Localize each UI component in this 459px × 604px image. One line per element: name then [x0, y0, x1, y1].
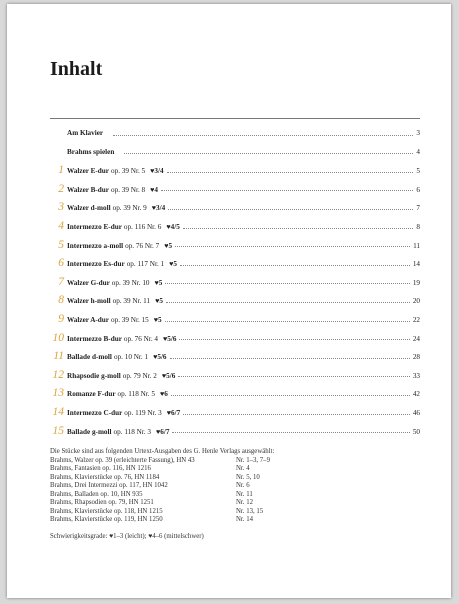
edition-numbers: Nr. 4	[236, 465, 250, 472]
edition-source: Brahms, Walzer op. 39 (erleichterte Fassung), HN 43	[50, 456, 195, 464]
toc-entry[interactable]	[50, 182, 420, 196]
toc-entry[interactable]	[50, 126, 420, 140]
toc-entry[interactable]	[50, 312, 420, 326]
toc-number: 12	[52, 368, 64, 381]
toc-opus: op. 39 Nr. 11	[112, 297, 151, 306]
toc-leader	[167, 172, 414, 173]
toc-page: 24	[412, 334, 420, 343]
edition-row	[50, 499, 420, 508]
toc-opus: op. 116 Nr. 6	[123, 223, 162, 231]
toc-entry[interactable]	[50, 424, 420, 438]
toc-number: 4	[58, 220, 64, 232]
edition-row	[50, 457, 420, 466]
toc-page: 6	[416, 185, 420, 194]
edition-intro: Die Stücke sind aus folgenden Urtext-Ausgaben des G. Henle Verlags ausgewählt:	[50, 448, 275, 455]
toc-leader	[165, 283, 409, 284]
toc-number: 5	[58, 238, 64, 251]
toc-title: Intermezzo B-dur	[67, 334, 122, 343]
toc-number: 2	[58, 182, 64, 195]
toc-page: 7	[416, 204, 420, 213]
toc-difficulty: ♥5/6	[153, 353, 167, 362]
toc-opus: op. 117 Nr. 1	[126, 260, 165, 269]
toc-number: 7	[58, 275, 64, 288]
toc-title: Walzer d-moll	[67, 204, 111, 213]
edition-numbers: Nr. 5, 10	[236, 473, 260, 481]
edition-numbers: Nr. 1–3, 7–9	[236, 456, 270, 464]
edition-row	[50, 516, 420, 525]
toc-difficulty: ♥4	[150, 185, 159, 194]
toc-page: 19	[412, 278, 420, 287]
toc-opus: op. 79 Nr. 2	[122, 371, 157, 380]
edition-source: Brahms, Klavierstücke op. 76, HN 1184	[50, 473, 160, 481]
toc-leader	[166, 302, 410, 303]
toc-page: 14	[412, 260, 420, 269]
toc-leader	[175, 246, 410, 247]
toc-number: 1	[58, 164, 64, 177]
toc-difficulty: ♥6/7	[166, 409, 181, 417]
toc-entry[interactable]	[50, 163, 420, 177]
toc-entry[interactable]	[50, 200, 420, 214]
edition-source: Brahms, Fantasien op. 116, HN 1216	[50, 465, 151, 472]
toc-number: 15	[52, 424, 64, 437]
toc-page: 3	[416, 129, 420, 137]
toc-difficulty: ♥6/7	[156, 427, 170, 436]
toc-title: Am Klavier	[67, 129, 104, 137]
toc-page: 20	[412, 297, 420, 306]
toc-title: Ballade g-moll	[67, 427, 112, 436]
edition-row	[50, 474, 420, 483]
toc-opus: op. 39 Nr. 8	[111, 185, 146, 194]
document-page	[7, 4, 451, 598]
toc-entry[interactable]	[50, 256, 420, 270]
toc-number: 14	[52, 406, 64, 418]
toc-entry[interactable]	[50, 145, 420, 159]
edition-row	[50, 508, 420, 517]
toc-leader	[183, 414, 410, 415]
toc-title: Walzer h-moll	[67, 297, 111, 306]
toc-opus: op. 76 Nr. 4	[123, 334, 159, 343]
toc-entry[interactable]	[50, 219, 420, 233]
toc-difficulty: ♥3/4	[150, 167, 164, 176]
toc-difficulty: ♥6	[159, 390, 168, 399]
toc-page: 22	[412, 316, 420, 324]
title-rule	[50, 118, 420, 119]
toc-page: 28	[412, 353, 420, 362]
toc-leader	[183, 228, 414, 229]
toc-leader	[179, 339, 409, 340]
toc-title: Walzer E-dur	[67, 167, 109, 176]
toc-leader	[165, 321, 410, 322]
page-title: Inhalt	[50, 58, 103, 80]
edition-numbers: Nr. 12	[236, 499, 253, 506]
toc-entry[interactable]	[50, 293, 420, 307]
toc-leader	[172, 432, 409, 433]
toc-leader	[168, 209, 413, 210]
toc-page: 33	[412, 371, 420, 380]
toc-entry[interactable]	[50, 405, 420, 419]
toc-entry[interactable]	[50, 331, 420, 345]
toc-title: Intermezzo E-dur	[67, 223, 122, 231]
toc-leader	[113, 135, 413, 136]
toc-difficulty: ♥5/6	[161, 371, 176, 380]
toc-entry[interactable]	[50, 275, 420, 289]
toc-page: 50	[412, 427, 420, 436]
toc-title: Walzer G-dur	[67, 278, 110, 287]
toc-leader	[170, 358, 410, 359]
edition-row	[50, 465, 420, 474]
toc-number: 13	[52, 387, 64, 400]
toc-number: 11	[53, 350, 64, 363]
toc-opus: op. 119 Nr. 3	[124, 409, 162, 417]
toc-opus: op. 76 Nr. 7	[125, 241, 160, 250]
edition-notes	[50, 448, 420, 541]
edition-row	[50, 482, 420, 491]
difficulty-legend: Schwierigkeitsgrade: ♥1–3 (leicht); ♥4–6 (mittelschwer)	[50, 532, 204, 540]
toc-difficulty: ♥4/5	[166, 223, 180, 231]
toc-leader	[178, 376, 410, 377]
toc-title: Intermezzo C-dur	[67, 409, 123, 417]
toc-title: Ballade d-moll	[67, 353, 112, 362]
toc-difficulty: ♥5	[169, 260, 178, 269]
toc-difficulty: ♥5/6	[163, 334, 177, 343]
edition-source: Brahms, Klavierstücke op. 118, HN 1215	[50, 507, 163, 515]
toc-page: 46	[412, 409, 420, 417]
toc-entry[interactable]	[50, 368, 420, 382]
toc-number: 3	[58, 201, 64, 214]
toc-opus: op. 118 Nr. 3	[113, 427, 151, 436]
toc-opus: op. 39 Nr. 5	[111, 167, 146, 176]
toc-title: Intermezzo Es-dur	[67, 260, 125, 269]
toc-difficulty: ♥3/4	[151, 204, 166, 213]
toc-title: Romanze F-dur	[67, 390, 116, 399]
toc-leader	[161, 190, 413, 191]
toc-title: Rhapsodie g-moll	[67, 371, 121, 380]
toc-entry[interactable]	[50, 238, 420, 252]
edition-source: Brahms, Rhapsodien op. 79, HN 1251	[50, 499, 154, 506]
edition-numbers: Nr. 13, 15	[236, 507, 264, 515]
toc-title: Walzer A-dur	[67, 316, 109, 324]
toc-page: 4	[416, 147, 420, 156]
edition-source: Brahms, Klavierstücke op. 119, HN 1250	[50, 516, 163, 523]
toc-leader	[180, 265, 410, 266]
toc-opus: op. 39 Nr. 10	[111, 278, 150, 287]
edition-row	[50, 491, 420, 500]
toc-number: 10	[52, 331, 64, 344]
toc-difficulty: ♥5	[153, 316, 162, 324]
toc-difficulty: ♥5	[155, 297, 163, 306]
toc-page: 8	[416, 223, 420, 231]
toc-difficulty: ♥5	[164, 241, 173, 250]
toc-title: Walzer B-dur	[67, 185, 109, 194]
toc-title: Brahms spielen	[67, 147, 115, 156]
toc-leader	[171, 395, 410, 396]
toc-opus: op. 39 Nr. 9	[112, 204, 147, 213]
toc-page: 42	[412, 390, 420, 399]
toc-number: 9	[58, 313, 64, 325]
edition-source: Brahms, Balladen op. 10, HN 935	[50, 490, 143, 498]
toc-opus: op. 10 Nr. 1	[113, 353, 149, 362]
toc-page: 5	[416, 167, 420, 176]
toc-leader	[124, 153, 413, 154]
edition-numbers: Nr. 6	[236, 482, 250, 489]
toc-entry[interactable]	[50, 386, 420, 400]
toc-number: 6	[58, 257, 64, 270]
toc-opus: op. 118 Nr. 5	[117, 390, 155, 399]
edition-numbers: Nr. 11	[236, 490, 253, 498]
toc-entry[interactable]	[50, 349, 420, 363]
toc-title: Intermezzo a-moll	[67, 241, 124, 250]
toc-number: 8	[58, 294, 64, 307]
edition-source: Brahms, Drei Intermezzi op. 117, HN 1042	[50, 482, 168, 489]
edition-numbers: Nr. 14	[236, 516, 253, 523]
toc-opus: op. 39 Nr. 15	[111, 316, 149, 324]
toc-difficulty: ♥5	[154, 278, 163, 287]
toc-page: 11	[413, 241, 420, 250]
